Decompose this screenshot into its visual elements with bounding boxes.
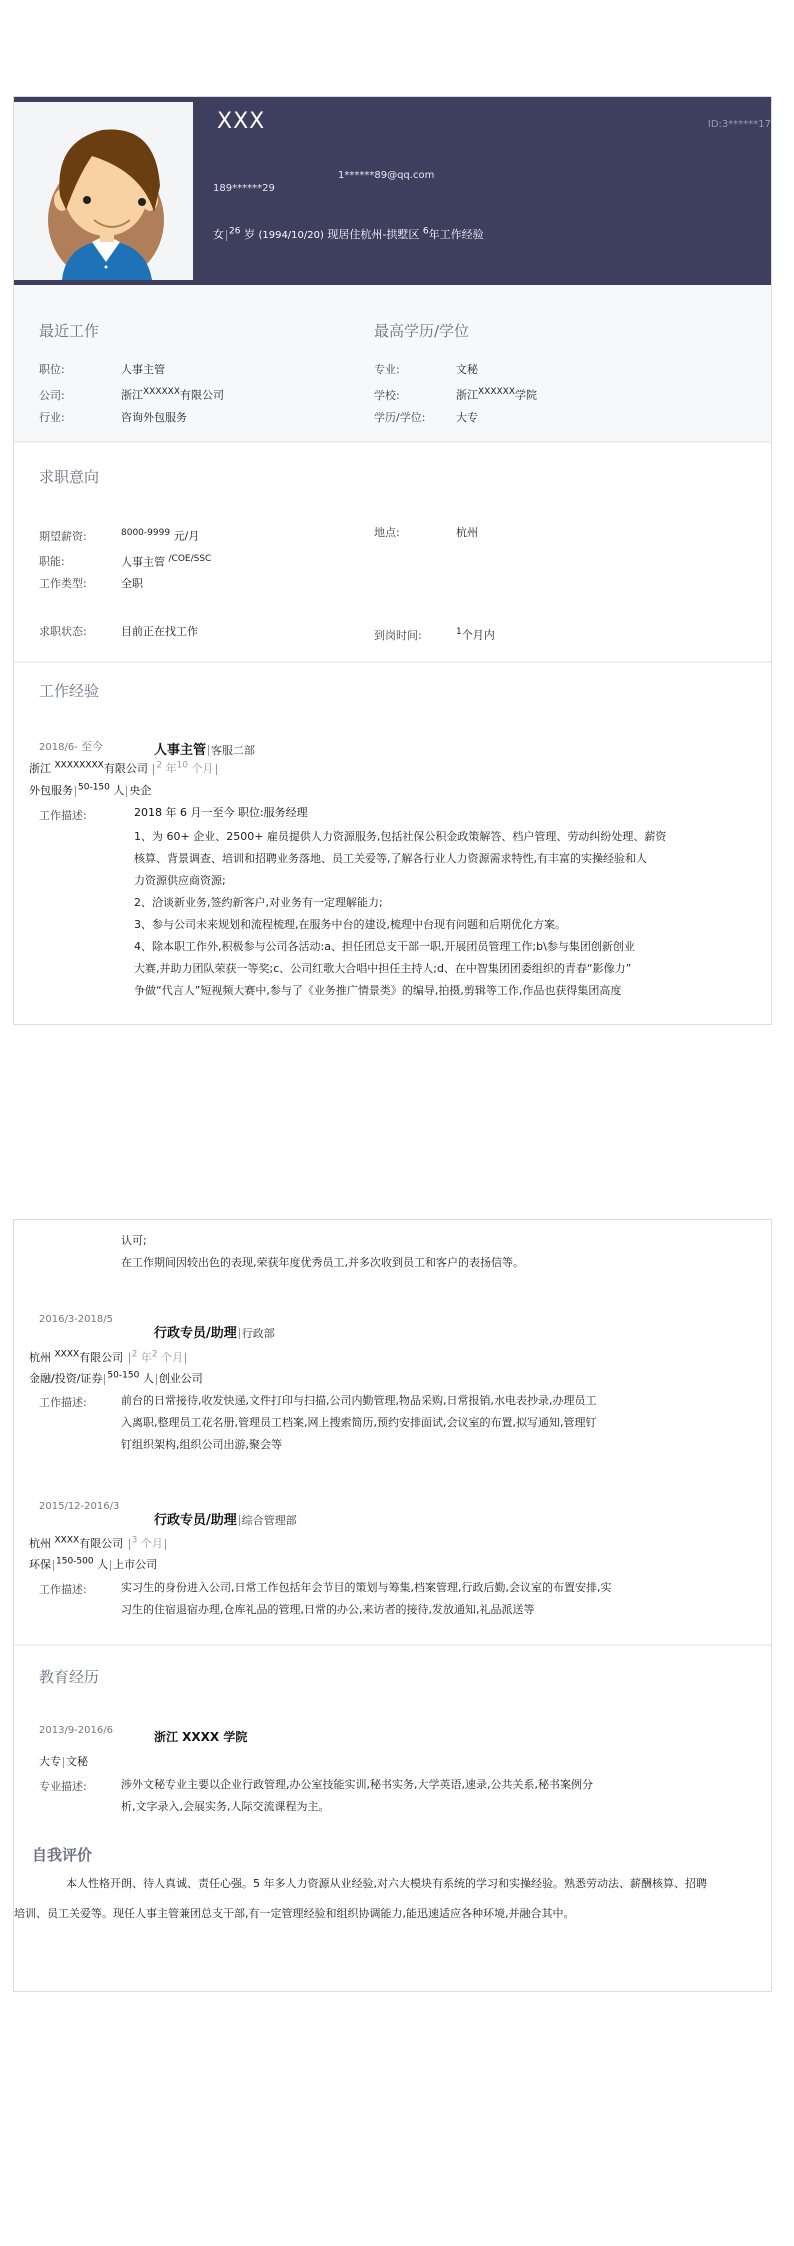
education-summary-list [374, 359, 537, 429]
job-status-row: 求职状态: 目前正在找工作 [39, 625, 198, 638]
section-divider [14, 661, 771, 663]
experience-suffix: 年工作经验 [428, 228, 484, 241]
school-row: 学校: 浙江$^{XXXXXX}$学院 [374, 387, 537, 402]
resume-page-2 [13, 1219, 772, 1992]
job-3-description: 实习生的身份进入公司,日常工作包括年会节目的策划与筹集,档案管理,行政后勤,会议室的布置安排,实 习生的住宿退宿办理,仓库礼品的管理,日常的办公,来访者的接待,发放通知,礼品派送等 [121, 1581, 612, 1616]
job-2-date: 2016/3-2018/5 [39, 1314, 113, 1325]
job-1-description-cont: 认可; 在工作期间因较出色的表现,荣获年度优秀员工,并多次收到员工和客户的表扬信等。 [121, 1234, 524, 1269]
resume-page-1 [13, 96, 772, 1025]
education-summary-title: 最高学历/学位 [374, 322, 470, 340]
education-title: 教育经历 [39, 1668, 100, 1686]
recent-industry-row: 行业: 咨询外包服务 [39, 410, 187, 424]
job-2-description: 前台的日常接待,收发快递,文件打印与扫描,公司内勤管理,物品采购,日常报销,水电表抄录,办理员工 入离职,整理员工花名册,管理员工档案,网上搜索简历,预约安排面试,会议室的布置,拟写通知,管理钉 钉组织架构,组织公司出游,聚会等 [121, 1394, 597, 1451]
residence: 现居住杭州-拱墅区 [327, 228, 420, 241]
experience-years: 6 [422, 226, 429, 237]
phone[interactable]: 189******29 [213, 183, 275, 194]
job-3-title: 行政专员/助理 综合管理部 [154, 1513, 297, 1528]
recent-company-row: 公司: 浙江$^{XXXXXX}$有限公司 [39, 387, 224, 402]
arrival-time-row: 到岗时间: $^1$个月内 [374, 627, 495, 642]
education-school: 浙江 XXXX 学院 [154, 1730, 248, 1744]
job-1-date: 2018/6- 至今 [39, 740, 103, 753]
avatar-illustration-icon [14, 102, 193, 280]
gender: 女 [213, 228, 224, 241]
section-divider [14, 1644, 771, 1646]
self-evaluation-line-1: 本人性格开朗、待人真诚、责任心强。5 年多人力资源从业经验,对六大模块有系统的学习和实操经验。熟悉劳动法、薪酬核算、招聘 [66, 1877, 707, 1890]
self-evaluation-title: 自我评价 [32, 1846, 93, 1864]
job-1-desc-label: 工作描述: [39, 809, 87, 822]
major-row: 专业: 文秘 [374, 363, 478, 376]
resume-id: ID:3******17 [707, 119, 771, 130]
job-2-company-info: 金融/投资/证券 $^{50-150}$ 人 创业公司 [29, 1370, 203, 1385]
recent-position-row: 职位: 人事主管 [39, 363, 165, 376]
profile-banner [14, 97, 771, 285]
candidate-name: XXX [217, 109, 266, 134]
job-3-desc-label: 工作描述: [39, 1583, 87, 1596]
job-3-date: 2015/12-2016/3 [39, 1501, 120, 1512]
recent-work-title: 最近工作 [39, 322, 100, 340]
job-2-desc-label: 工作描述: [39, 1396, 87, 1409]
summary-section [14, 285, 771, 443]
job-1-company-info: 外包服务 $^{50-150}$ 人 央企 [29, 782, 152, 797]
job-intention-list [39, 522, 211, 595]
job-3-company: 杭州 $^{XXXX}$有限公司 $^3$ 个月 [29, 1535, 168, 1551]
job-1-description: 1、为 60+ 企业、2500+ 雇员提供人力资源服务,包括社保公积金政策解答、档户管理、劳动纠纷处理、薪资 核算、背景调查、培训和招聘业务落地、员工关爱等,了解各行业人力资源需求特性,有丰富的实操经验和人 力资源供应商资源; 2、洽谈新业务,签约新客户,对业务有一定理解能力; 3、参与公司未来规划和流程梳理,在服务中台的建设,梳理中台现有问题和后期优化方案。 4、除本职工作外,积极参与公司各活动:a、担任团总支干部一职,开展团员管理工作;b\参与集团创新创业 大赛,并助力团队荣获一等奖;c、公司红歌大合唱中担任主持人;d、在中智集团团委组织的青春“影像力” 争做“代言人”短视频大赛中,参与了《业务推广情景类》的编导,拍摄,剪辑等工作,作品也获得集团高度 [134, 830, 667, 997]
email[interactable]: 1******89@qq.com [338, 170, 435, 181]
education-date: 2013/9-2016/6 [39, 1725, 113, 1736]
self-evaluation-line-2: 培训、员工关爱等。现任人事主管兼团总支干部,有一定管理经验和组织协调能力,能迅速适应各种环境,并融合其中。 [14, 1907, 575, 1920]
location-row: 地点: 杭州 [374, 526, 478, 539]
age-unit: 岁 [243, 228, 255, 241]
work-experience-title: 工作经验 [39, 682, 100, 700]
job-1-desc-head: 2018 年 6 月一至今 职位:服务经理 [134, 806, 308, 819]
avatar [14, 102, 193, 280]
job-1-title: 人事主管 客服二部 [154, 743, 256, 758]
job-2-company: 杭州 $^{XXXX}$有限公司 $^2$ 年$^2$ 个月 [29, 1349, 188, 1365]
job-type-row: 工作类型: 全职 [39, 577, 143, 591]
education-degree-major: 大专 文秘 [39, 1755, 88, 1768]
divider [226, 230, 227, 241]
recent-work-list [39, 359, 224, 429]
degree-row: 学历/学位: 大专 [374, 410, 478, 424]
job-2-title: 行政专员/助理 行政部 [154, 1326, 275, 1341]
function-row: 职能: 人事主管 $^{/COE/SSC}$ [39, 553, 212, 569]
education-desc-label: 专业描述: [39, 1780, 87, 1793]
education-description: 涉外文秘专业主要以企业行政管理,办公室技能实训,秘书实务,大学英语,速录,公共关系,秘书案例分 析,文字录入,会展实务,人际交流课程为主。 [121, 1778, 593, 1813]
salary-row: 期望薪资: $^{8000-9999}$ 元/月 [39, 528, 200, 543]
job-3-company-info: 环保 $^{150-500}$ 人 上市公司 [29, 1556, 158, 1571]
birth-date: (1994/10/20) [258, 230, 324, 241]
job-intention-title: 求职意向 [39, 468, 100, 486]
basic-info [213, 226, 484, 242]
job-1-company: 浙江 $^{XXXXXXXX}$有限公司 $^2$ 年$^{10}$ 个月 [29, 760, 219, 776]
age: 26 [229, 226, 241, 237]
